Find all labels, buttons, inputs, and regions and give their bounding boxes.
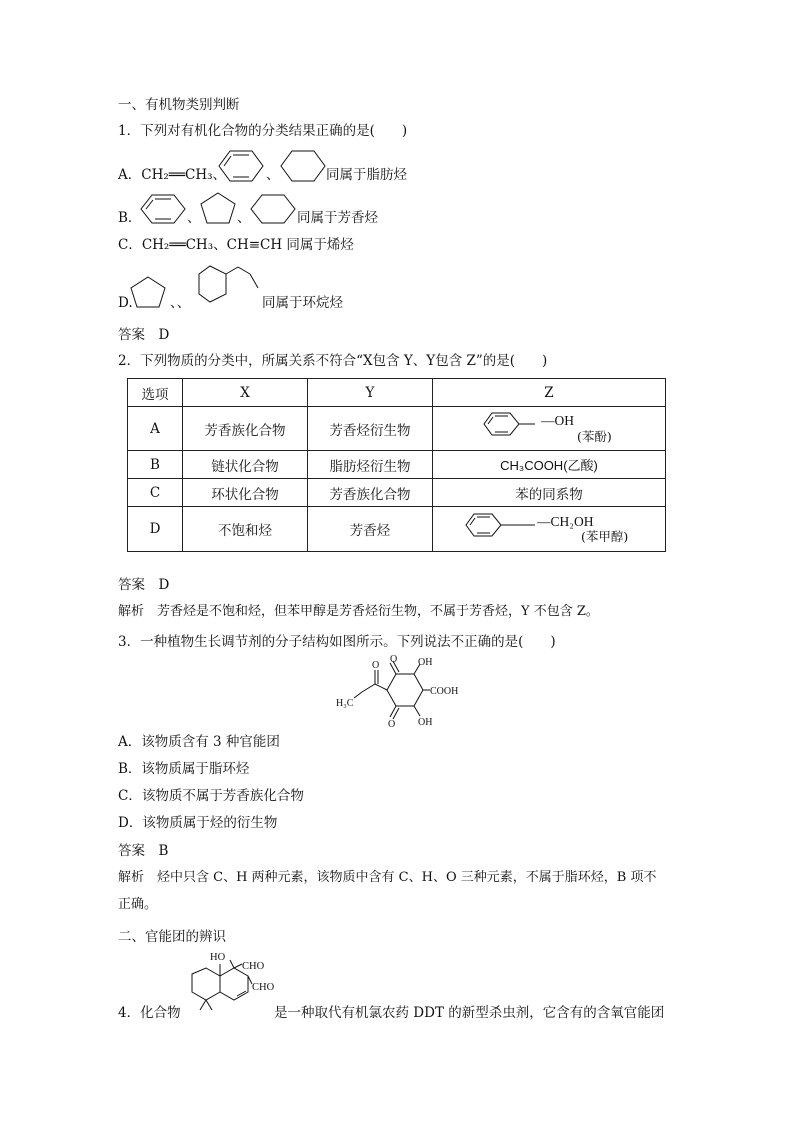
table-row [128,507,666,552]
phenol-structure-icon [483,412,539,436]
q1-option-b-separator-2: 、 [237,210,251,226]
table-header-row [128,379,666,407]
q3-option-a: A．该物质含有 3 种官能团 [118,734,280,750]
cooh-label: COOH [430,686,459,697]
q3-option-d: D．该物质属于烃的衍生物 [118,815,278,831]
oxygen-sidechain-label: O [372,660,380,671]
cyclohexane-structure-icon [250,194,296,224]
table-cell [433,407,666,451]
q4-suffix: 是一种取代有机氯农药 DDT 的新型杀虫剂，它含有的含氧官能团 [274,1005,665,1021]
cyclohexane-structure-icon [280,150,326,182]
plant-regulator-structure [330,656,470,728]
q3-stem: 3．一种植物生长调节剂的分子结构如图所示。下列说法不正确的是( ) [118,634,556,650]
table-row [128,407,666,451]
benzyl-alcohol-structure-icon [465,513,537,537]
table-header-cell: X [183,379,308,407]
insecticide-structure [180,950,280,1024]
table-cell: 芳香烃衍生物 [308,407,433,451]
ethylcyclohexane-structure-icon [198,262,260,306]
phenol-name: (苯酚) [577,429,612,444]
cyclopentane-structure-icon [200,192,236,224]
q2-stem: 2．下列物质的分类中，所属关系不符合“X包含 Y、Y包含 Z”的是( ) [118,353,548,369]
table-header-cell: 选项 [128,379,183,407]
table-cell: 芳香族化合物 [308,479,433,507]
q2-answer: 答案 D [118,577,170,593]
table-cell: A [128,407,183,451]
q1-answer: 答案 D [118,327,170,343]
q1-option-d-separator: 、、 [170,295,191,311]
oh-bottom-label: OH [418,717,433,728]
table-header-cell: Z [433,379,666,407]
table-cell [433,507,666,552]
table-cell: 芳香烃 [308,507,433,552]
table-cell: 不饱和烃 [183,507,308,552]
table-cell: 苯的同系物 [433,479,666,507]
section-heading-2: 二、官能团的辨识 [118,929,226,945]
q3-option-b: B．该物质属于脂环烃 [118,761,250,777]
ho-label: HO [210,952,226,963]
benzene-structure-icon [140,194,186,224]
q1-option-d-suffix: 同属于环烷烃 [262,295,343,311]
q1-stem: 1．下列对有机化合物的分类结果正确的是( ) [118,123,408,139]
oh-top-label: OH [418,657,433,668]
table-cell: C [128,479,183,507]
phenol-oh-label: —OH [541,413,574,428]
q3-analysis-line2: 正确。 [118,897,158,912]
table-cell: CH₃COOH(乙酸) [433,451,666,479]
cho-right-label: CHO [252,982,275,993]
cyclopentane-structure-icon [130,276,166,308]
table-cell: B [128,451,183,479]
q2-analysis: 解析 芳香烃是不饱和烃，但苯甲醇是芳香烃衍生物，不属于芳香烃，Y 不包含 Z。 [118,604,599,619]
table-cell: 芳香族化合物 [183,407,308,451]
ch3-label: H₃C [336,698,354,709]
q3-option-c: C．该物质不属于芳香族化合物 [118,788,304,804]
q1-option-a-separator: 、 [266,167,280,183]
table-row [128,451,666,479]
q4-prefix: 4．化合物 [118,1005,181,1021]
q1-option-b-separator-1: 、 [187,210,201,226]
table-cell: D [128,507,183,552]
benzene-structure-icon [218,150,264,182]
table-row [128,479,666,507]
oxygen-top-label: O [390,654,398,665]
oxygen-bottom-label: O [388,719,396,730]
q1-option-c: C．CH₂══CH₃、CH≡CH 同属于烯烃 [118,237,354,253]
classification-table [127,378,666,552]
q1-option-a-prefix: A．CH₂══CH₃、 [118,167,227,183]
cho-top-label: CHO [242,961,265,972]
q3-answer: 答案 B [118,843,169,859]
table-cell: 脂肪烃衍生物 [308,451,433,479]
section-heading-1: 一、有机物类别判断 [118,97,240,113]
table-cell: 链状化合物 [183,451,308,479]
q1-option-b-prefix: B． [118,210,142,226]
q1-option-a-suffix: 同属于脂肪烃 [326,167,407,183]
table-cell: 环状化合物 [183,479,308,507]
q3-analysis-line1: 解析 烃中只含 C、H 两种元素，该物质中含有 C、H、O 三种元素，不属于脂环烃，B 项不 [118,870,657,885]
q1-option-b-suffix: 同属于芳香烃 [297,210,378,226]
benzyl-ch2oh-label: —CH₂OH [537,514,594,529]
q1-option-d-prefix: D. [118,295,133,311]
table-header-cell: Y [308,379,433,407]
benzyl-alcohol-name: (苯甲醇) [581,529,629,544]
